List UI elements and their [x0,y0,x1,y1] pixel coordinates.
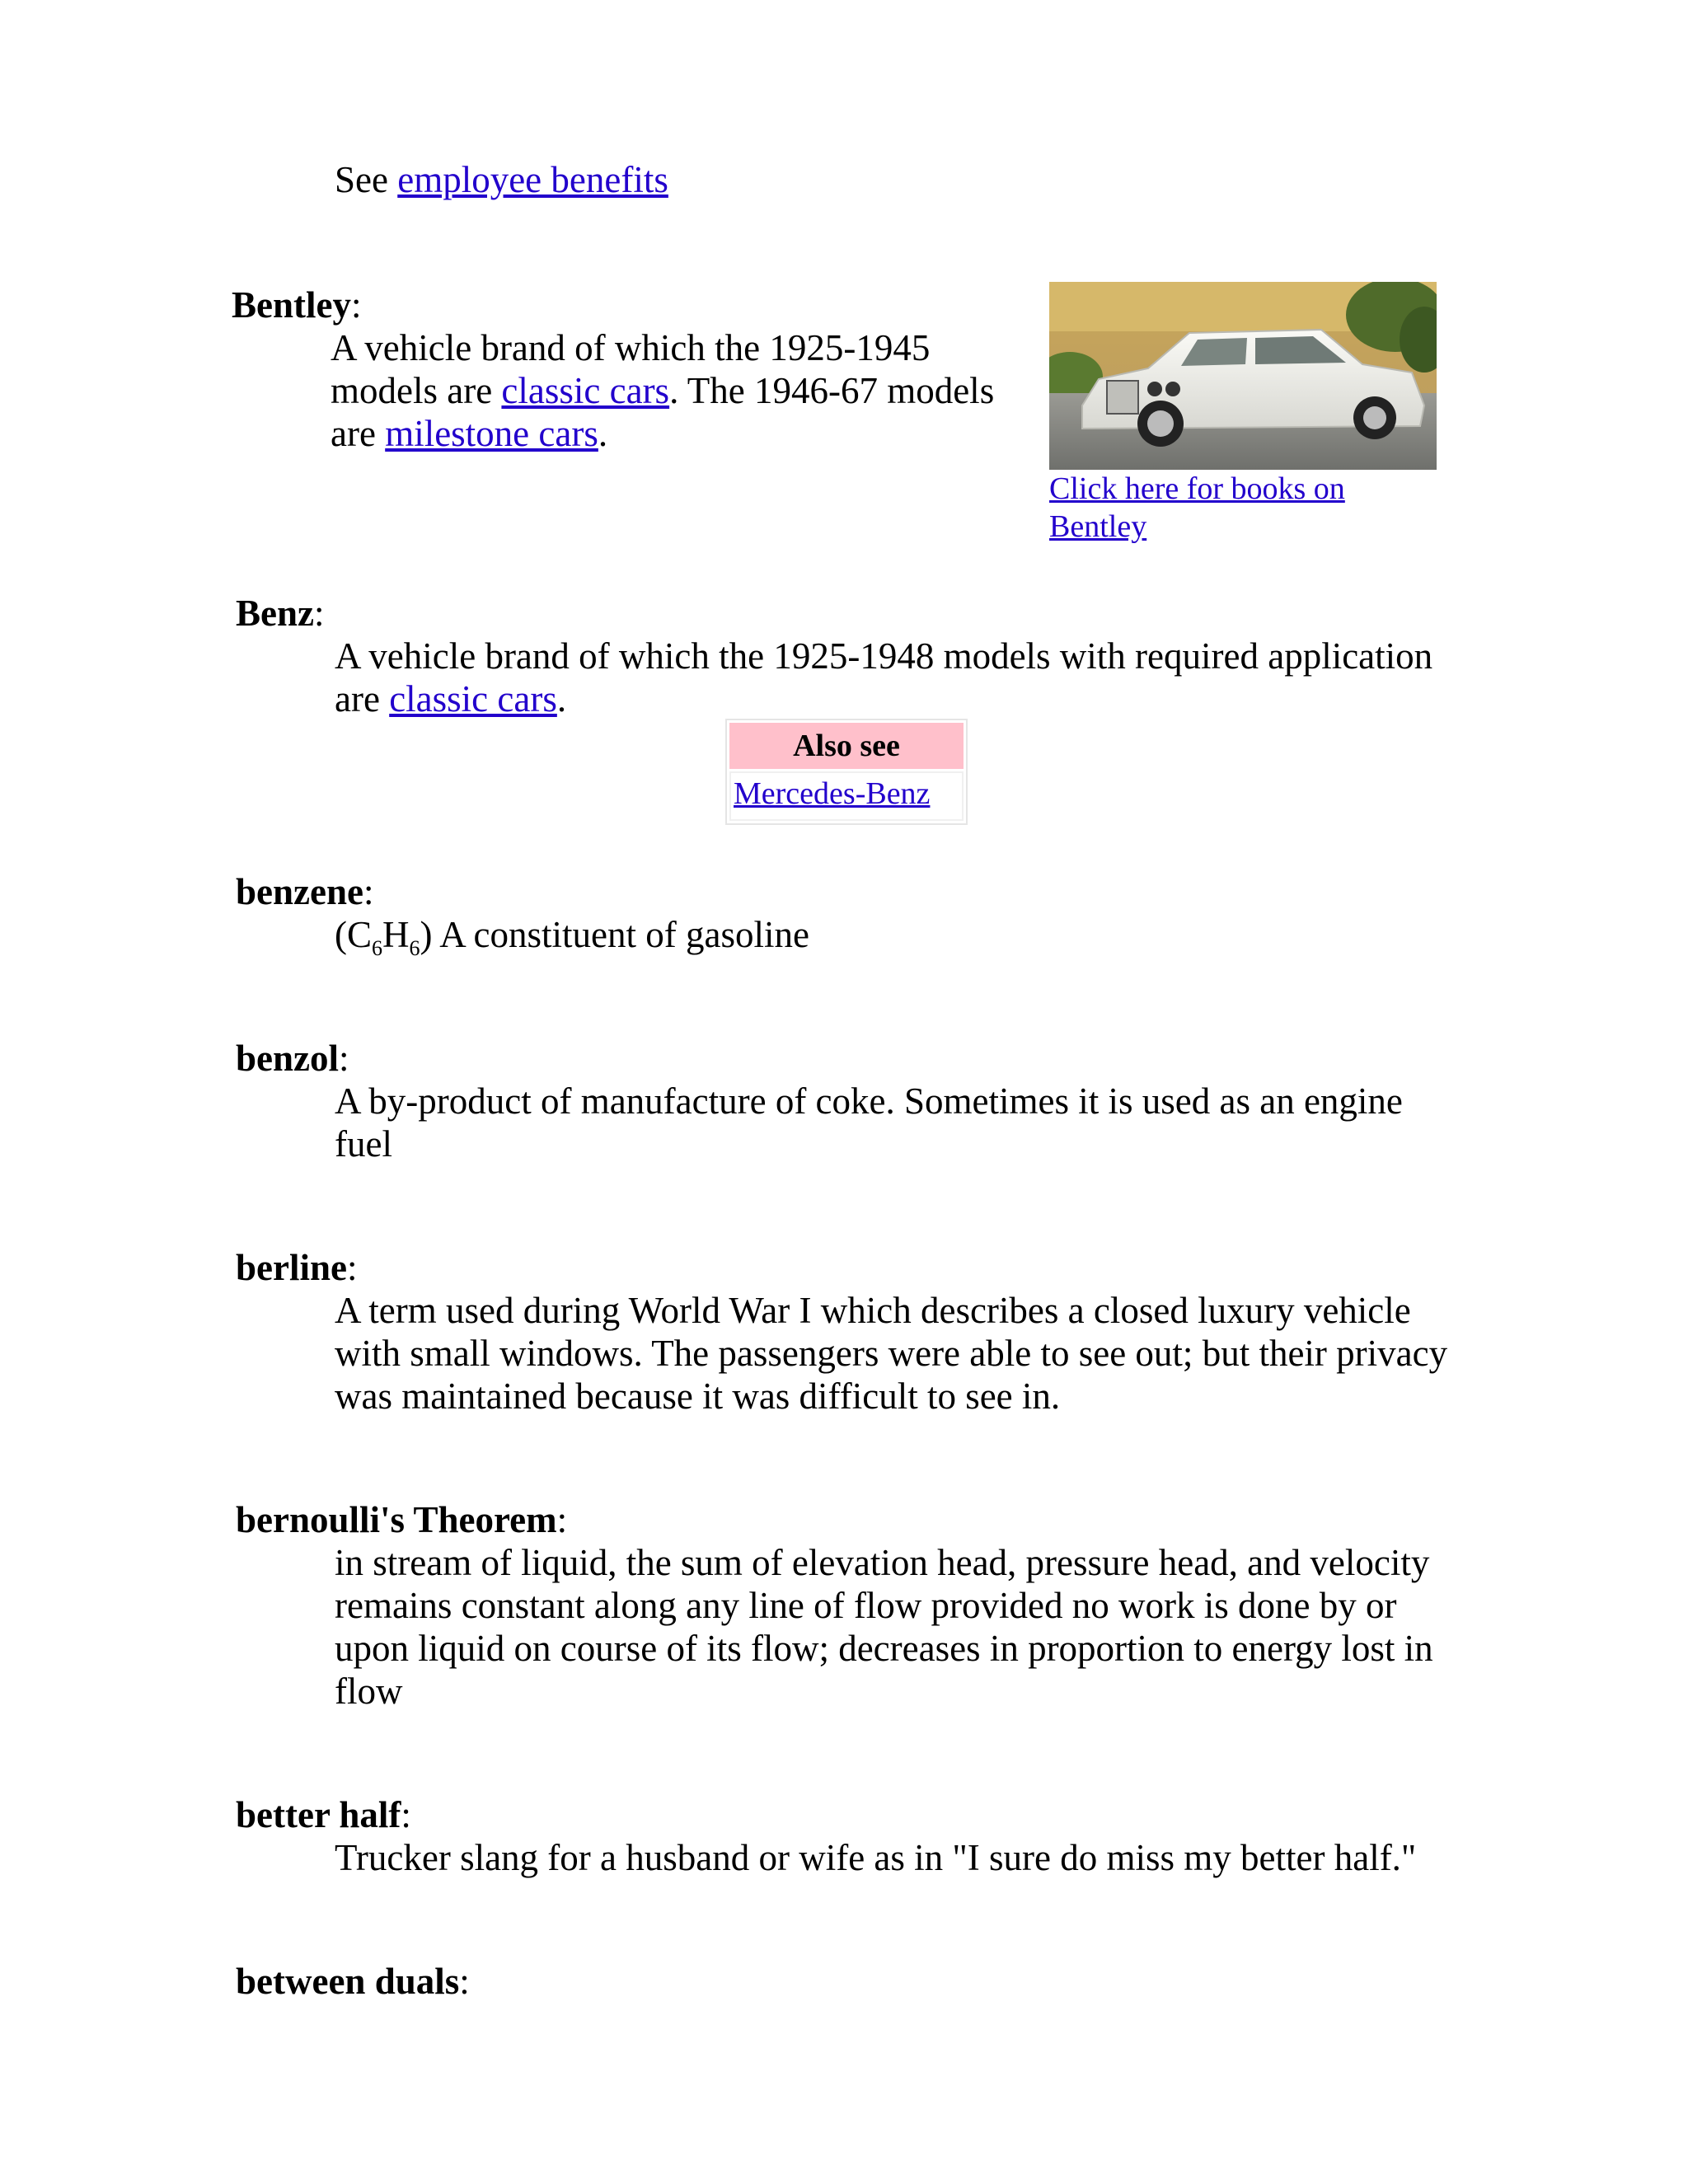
milestone-cars-link[interactable]: milestone cars [385,413,598,454]
entry-term-benzol: benzol: [236,1038,349,1079]
term-benz: Benz [236,593,314,634]
entry-term-benzene: benzene: [236,871,374,912]
def-line: models are classic cars. The 1946-67 models [331,370,995,411]
entry-term-berline: berline: [236,1247,358,1288]
entry-term-benz: Benz: [236,593,325,634]
also-see-header: Also see [729,723,964,769]
mercedes-benz-link[interactable]: Mercedes-Benz [734,776,931,811]
term-better-half: better half [236,1794,401,1835]
def-line: Trucker slang for a husband or wife as in "I sure do miss my better half." [335,1837,1417,1878]
definition-benzene: $(C_6H_6)$ A constituent of gasoline [335,914,809,960]
def-line: flow [335,1671,403,1712]
see-prefix: See [335,159,398,200]
def-line: in stream of liquid, the sum of elevation head, pressure head, and velocity [335,1542,1430,1583]
colon: : [350,284,362,326]
entry-term-between-duals: between duals: [236,1961,470,2002]
definition-bentley [331,326,1015,455]
definition-benz [335,635,1456,720]
def-line: are milestone cars. [331,413,608,454]
definition-berline [335,1289,1456,1418]
car-photo-icon [1049,282,1437,470]
definition-benzol [335,1080,1456,1165]
also-see-cell [729,771,964,821]
term-benzene: benzene [236,871,363,912]
term-berline: berline [236,1247,347,1288]
entry-term-bernoulli: bernoulli's Theorem: [236,1499,568,1540]
classic-cars-link-benz[interactable]: classic cars [389,678,557,719]
definition-better-half [335,1836,1456,1879]
employee-benefits-link[interactable]: employee benefits [397,159,668,200]
definition-bernoulli [335,1541,1456,1713]
def-line: A vehicle brand of which the 1925-1945 [331,327,931,368]
def-line: upon liquid on course of its flow; decreases in proportion to energy lost in [335,1628,1433,1669]
def-line: A by-product of manufacture of coke. Sometimes it is used as an engine [335,1080,1403,1122]
term-bernoulli: bernoulli's Theorem [236,1499,557,1540]
def-line: fuel [335,1123,392,1165]
term-benzol: benzol [236,1038,340,1079]
also-see-table [725,719,968,825]
term-bentley: Bentley [232,284,351,326]
bentley-books-link[interactable]: Click here for books on Bentley [1049,471,1345,544]
def-line: A term used during World War I which describes a closed luxury vehicle [335,1290,1411,1331]
entry-term-bentley [232,284,362,326]
classic-cars-link[interactable]: classic cars [501,370,670,411]
term-between-duals: between duals [236,1961,460,2002]
def-line: was maintained because it was difficult to see in. [335,1376,1061,1417]
def-line: with small windows. The passengers were able to see out; but their privacy [335,1333,1448,1374]
entry-term-better-half: better half: [236,1794,411,1835]
def-line: remains constant along any line of flow provided no work is done by or [335,1585,1397,1626]
bentley-car-image[interactable] [1049,282,1437,470]
see-line [335,158,668,201]
bentley-books-caption [1049,470,1412,546]
def-line: are classic cars. [335,678,567,719]
def-line: A vehicle brand of which the 1925-1948 models with required application [335,635,1433,677]
